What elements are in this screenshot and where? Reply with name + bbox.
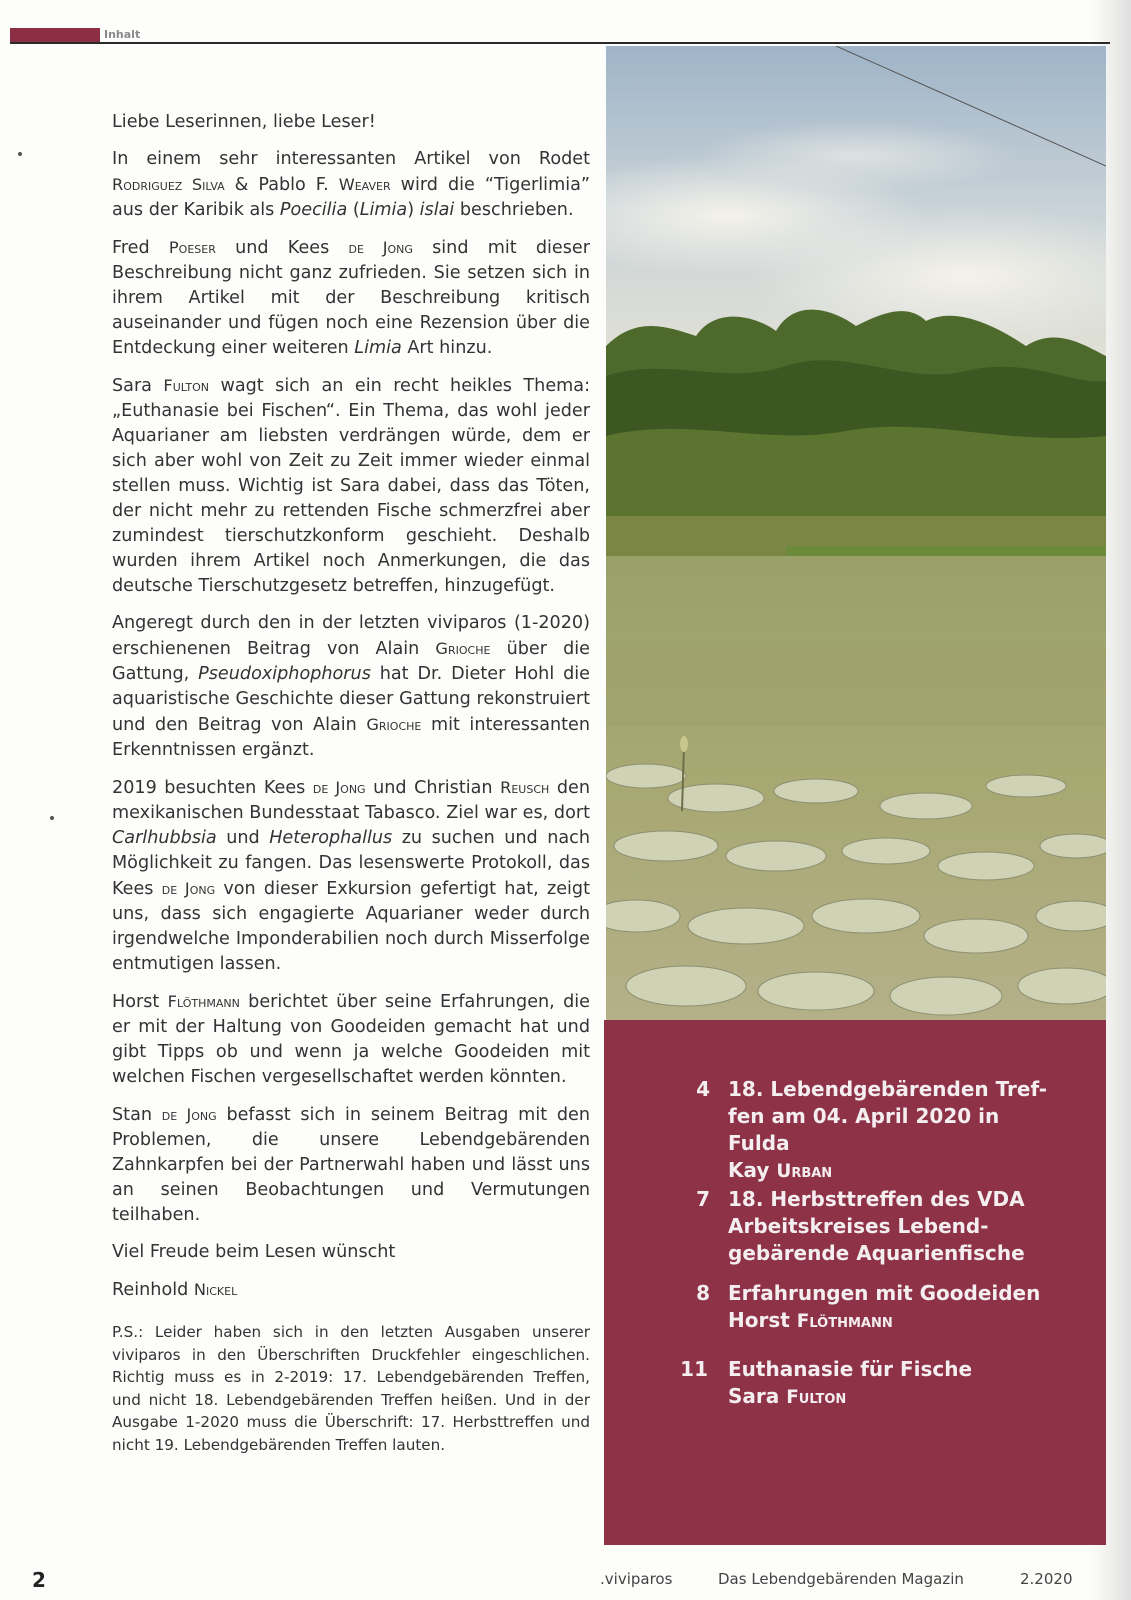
author-name: Grioche [435, 639, 491, 658]
toc-title-line: gebärende Aquarienfische [728, 1241, 1025, 1265]
text-run: hat Dr. Dieter Hohl die aquaristische Geschichte dieser Gattung rekonstruiert und den Beitrag von Alain [112, 664, 590, 735]
pond-photo [606, 46, 1106, 1024]
toc-panel [604, 1020, 1106, 1545]
toc-page-number: 7 [696, 1187, 710, 1211]
text-run: ( [347, 200, 360, 220]
author-name: Weaver [338, 175, 391, 194]
author-name: de Jong [161, 1105, 217, 1124]
toc-page-number: 4 [696, 1077, 710, 1101]
genus-name: Pseudoxiphophorus [198, 664, 371, 684]
genus-name: Poecilia [279, 200, 348, 220]
toc-title-line: Erfahrungen mit Goodeiden [728, 1281, 1041, 1305]
toc-page-number: 11 [680, 1357, 708, 1381]
author-name: Reusch [500, 778, 550, 797]
toc-title-line: Euthanasie für Fische [728, 1357, 973, 1381]
text-run: befasst sich in seinem Beitrag mit den Problemen, die unsere Lebendgebärenden Zahnkarpfen bei der Partnerwahl haben und lässt uns an seinen Beobachtungen und Vermutungen teilhaben. [112, 1105, 591, 1225]
editorial-paragraph-6 [112, 989, 590, 1090]
text-run: beschrieben. [454, 200, 574, 220]
scan-speck [18, 152, 22, 156]
toc-title-line: Arbeitskreises Lebend- [728, 1214, 989, 1238]
toc-author [728, 1157, 1058, 1185]
text-run: wird die “Tigerlimia” aus der Karibik als [112, 175, 590, 220]
text-run: von dieser Exkursion gefertigt hat, zeigt uns, dass sich engagierte Aquarianer weder durch irgendwelche Imponderabilien noch durch Misserfolge entmutigen lassen. [112, 879, 590, 974]
toc-entry-text [728, 1356, 1058, 1411]
editorial-signature [112, 1277, 590, 1303]
text-run: berichtet über seine Erfahrungen, die er mit der Haltung von Goodeiden gemacht hat und gibt Tipps ob und wenn ja welche Goodeiden mit welchen Fischen vergesellschaftet werden könnten. [112, 992, 590, 1087]
toc-title-line: fen am 04. April 2020 in Fulda [728, 1104, 1000, 1155]
editorial-closing: Viel Freude beim Lesen wünscht [112, 1242, 396, 1262]
editorial-paragraph-4 [112, 611, 590, 763]
author-name: Fulton [163, 376, 210, 395]
section-header-bar [10, 28, 100, 42]
footer-tagline: Das Lebendgebärenden Magazin [718, 1570, 964, 1588]
text-run: ) [407, 200, 420, 220]
toc-page-number: 8 [696, 1281, 710, 1305]
author-name: Flöthmann [167, 992, 240, 1011]
text-run: Sara [112, 376, 164, 396]
text-run: Angeregt durch den in der letzten viviparos (1-2020) erschienenen Beitrag von Alain [112, 613, 590, 659]
text-run: Stan [112, 1105, 162, 1125]
toc-author [728, 1307, 1058, 1335]
footer-issue: 2.2020 [1020, 1570, 1073, 1588]
author-name: Nickel [193, 1280, 238, 1299]
text-run: den mexikanischen Bundesstaat Tabasco. Ziel war es, dort [112, 778, 590, 823]
page-number: 2 [32, 1568, 46, 1592]
text-run: und [216, 828, 270, 848]
species-name: islai [419, 200, 455, 220]
text-run: sind mit dieser Beschreibung nicht ganz zufrieden. Sie setzen sich in ihrem Artikel mit der Beschreibung kritisch auseinander und fügen noch eine Rezension über die Entdeckung einer weiteren [112, 238, 590, 358]
text-run: Reinhold [112, 1280, 194, 1300]
header-rule [10, 42, 1110, 44]
text-run: wagt sich an ein recht heikles Thema: „Euthanasie bei Fischen“. Ein Thema, das wohl jeder Aquarianer am liebsten verdrängen würde, dem er sich aber wohl von Zeit zu Zeit immer wieder einmal stellen muss. Wichtig ist Sara dabei, dass das Töten, der nicht mehr zu rettenden Fische schmerzfrei aber zumindest tierschutzkonform geschieht. Deshalb wurden ihrem Artikel noch Anmerkungen, die das deutsche Tierschutzgesetz betreffen, hinzugefügt. [112, 376, 590, 596]
genus-name: Carlhubbsia [112, 828, 217, 848]
text-run: Kay [728, 1158, 777, 1182]
text-run: Sara [728, 1384, 787, 1408]
text-run: Horst [112, 992, 168, 1012]
text-run: mit interessanten Erkenntnissen ergänzt. [112, 715, 590, 760]
toc-title-line: 18. Lebendgebärenden Tref- [728, 1077, 1048, 1101]
author-name: de Jong [348, 238, 413, 257]
editorial-paragraph-3 [112, 373, 590, 599]
author-name: Urban [776, 1161, 833, 1182]
author-name: de Jong [161, 879, 216, 898]
toc-entry-text [728, 1186, 1058, 1267]
toc-entry-text [728, 1280, 1058, 1335]
editorial-column [112, 110, 590, 1468]
text-run: und Christian [365, 778, 501, 798]
genus-name: Limia [354, 338, 402, 358]
author-name: de Jong [312, 778, 366, 797]
footer-magazine: .viviparos [600, 1570, 673, 1588]
editorial-paragraph-1 [112, 147, 590, 223]
editorial-paragraph-2 [112, 235, 590, 361]
author-name: Poeser [168, 238, 216, 257]
section-label: Inhalt [104, 28, 141, 41]
author-name: Rodriguez Silva [112, 175, 225, 194]
genus-name: Heterophallus [269, 828, 393, 848]
text-run: zu suchen und nach Möglichkeit zu fangen. Das lesenswerte Protokoll, das Kees [112, 828, 590, 899]
editorial-paragraph-7 [112, 1102, 590, 1228]
text-run: Art hinzu. [401, 338, 493, 358]
author-name: Grioche [366, 715, 422, 734]
scan-speck [50, 816, 54, 820]
editorial-greeting: Liebe Leserinnen, liebe Leser! [112, 112, 376, 132]
text-run: 2019 besuchten Kees [112, 778, 313, 798]
text-run: und Kees [215, 238, 349, 258]
text-run: über die Gattung, [112, 639, 590, 684]
pond-photo-illustration [606, 46, 1106, 1024]
genus-name: Limia [359, 200, 408, 220]
author-name: Fulton [786, 1387, 847, 1408]
text-run: In einem sehr interessanten Artikel von Rodet [112, 149, 590, 169]
toc-title-line: 18. Herbsttreffen des VDA [728, 1187, 1025, 1211]
text-run: & Pablo F. [224, 175, 339, 195]
toc-author [728, 1383, 1058, 1411]
author-name: Flöthmann [796, 1311, 893, 1332]
text-run: Fred [112, 238, 169, 258]
text-run: Horst [728, 1308, 797, 1332]
editorial-paragraph-5 [112, 775, 590, 977]
toc-entry-text [728, 1076, 1058, 1185]
editorial-postscript: P.S.: Leider haben sich in den letzten Ausgaben unserer viviparos in den Überschriften Druckfehler eingeschlichen. Richtig muss es in 2-2019: 17. Lebendgebärenden Treffen, und nicht 18. Lebendgebärenden Treffen heißen. Und in der Ausgabe 1-2020 muss die Überschrift: 17. Herbsttreffen und nicht 19. Lebendgebärenden Treffen lauten. [112, 1323, 590, 1454]
